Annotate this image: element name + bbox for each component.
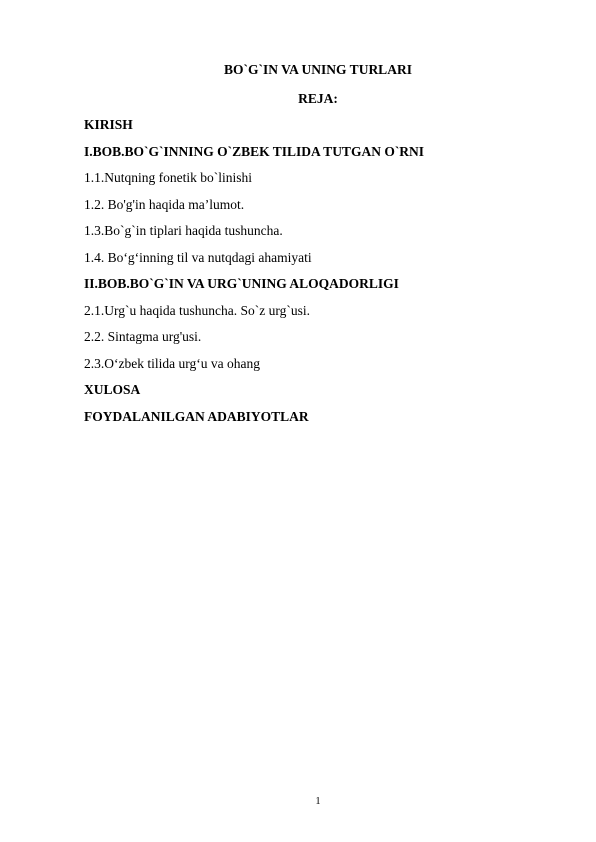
- toc-item: FOYDALANILGAN ADABIYOTLAR: [84, 408, 309, 424]
- plan-heading: REJA:: [298, 91, 338, 106]
- toc-item: 1.4. Bo‘g‘inning til va nutqdagi ahamiyati: [84, 249, 312, 265]
- toc-item: 2.3.O‘zbek tilida urg‘u va ohang: [84, 355, 260, 371]
- toc-item: I.BOB.BO`G`INNING O`ZBEK TILIDA TUTGAN O`RNI: [84, 143, 425, 159]
- toc-item: 2.2. Sintagma urg'usi.: [84, 329, 202, 344]
- toc-item: XULOSA: [84, 382, 141, 397]
- table-of-contents: [84, 117, 424, 435]
- toc-item: KIRISH: [84, 117, 133, 132]
- page-title: BO`G`IN VA UNING TURLARI: [224, 62, 412, 77]
- toc-item: 1.2. Bo'g'in haqida ma’lumot.: [84, 196, 245, 212]
- toc-item: II.BOB.BO`G`IN VA URG`UNING ALOQADORLIGI: [84, 276, 399, 291]
- toc-item: 2.1.Urg`u haqida tushuncha. So`z urg`usi.: [84, 302, 310, 318]
- toc-item: 1.1.Nutqning fonetik bo`linishi: [84, 170, 252, 185]
- toc-item: 1.3.Bo`g`in tiplari haqida tushuncha.: [84, 223, 283, 238]
- page-number: 1: [315, 796, 321, 807]
